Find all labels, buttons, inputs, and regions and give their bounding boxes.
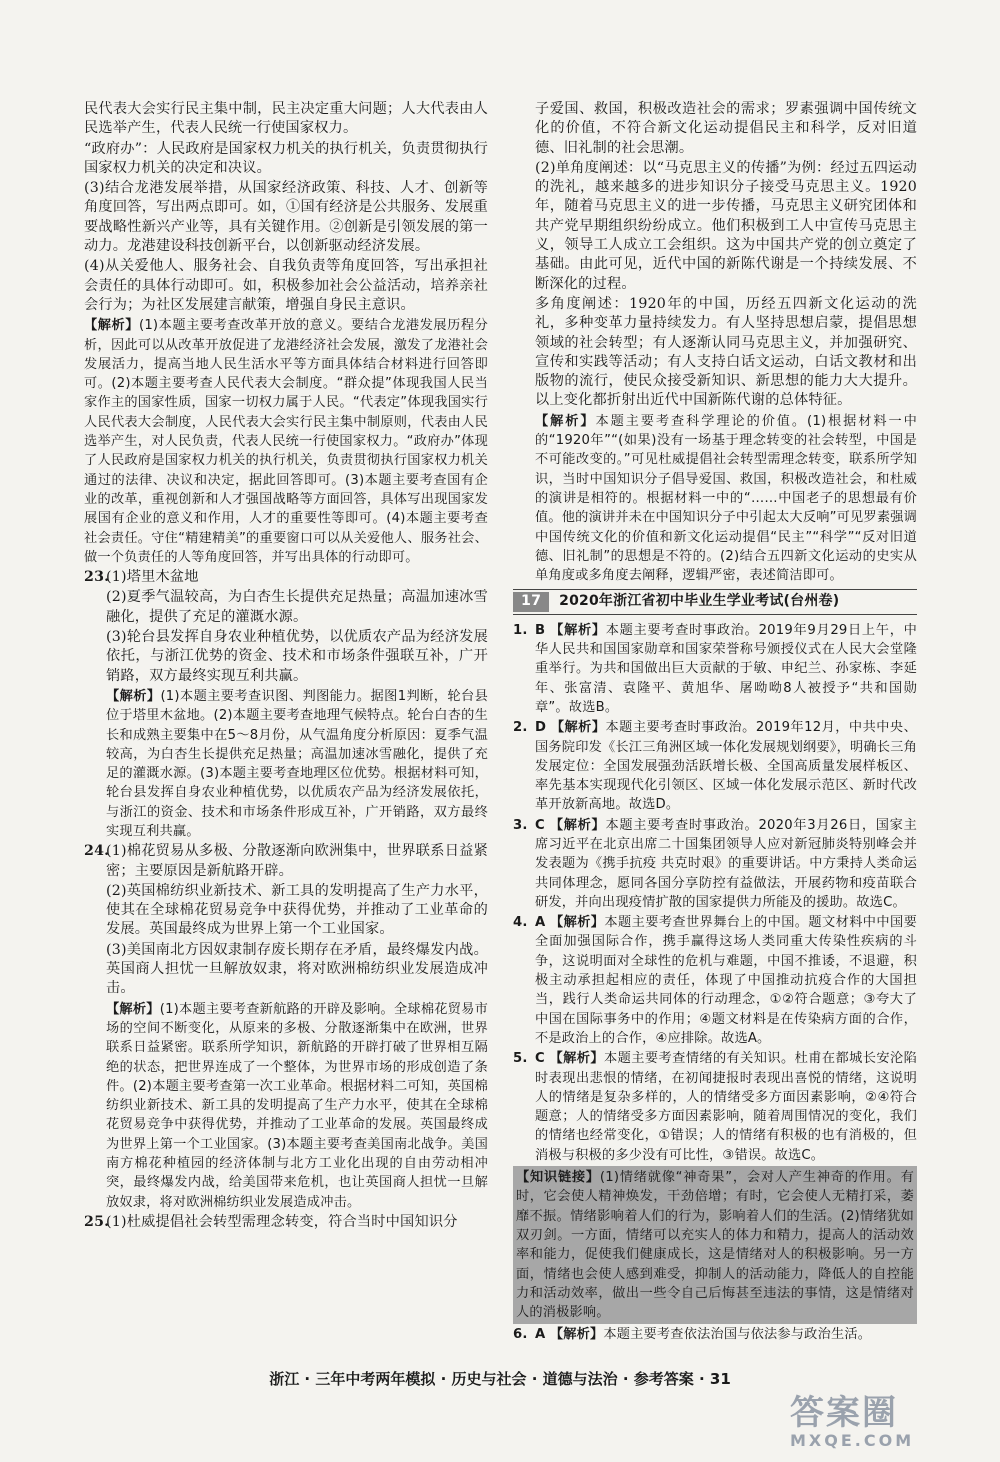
question-number: 25. [84,1213,110,1230]
watermark-text: 答案圈 [790,1393,898,1433]
answer-line: 24.(1)棉花贸易从多极、分散逐渐向欧洲集中，世界联系日益紧密；主要原因是新航路开辟。 [84,843,488,879]
question-24 [84,842,488,1212]
answer-line: (2)英国棉纺织业新技术、新工具的发明提高了生产力水平，使其在全球棉花贸易竞争中获得优势，并推动了工业革命的发展。英国最终成为世界上第一个工业国家。 [106,882,488,938]
watermark-logo [790,1395,970,1451]
answer-line: (3)轮台县发挥自身农业种植优势，以优质农产品为经济发展依托，与浙江优势的资金、技术和市场条件强联互补，广开销路，双方最终实现互利共赢。 [106,629,488,684]
answer-line: 23.(1)塔里木盆地 [106,568,488,587]
paragraph: (2)单角度阐述：以“马克思主义的传播”为例：经过五四运动的洗礼，越来越多的进步知识分子接受马克思主义。1920年，随着马克思主义的进一步传播，马克思主义研究团体和共产党早期组织纷纷成立。他们积极到工人中宣传马克思主义，领导工人成立工会组织。这为中国共产党的创立奠定了基础。由此可见，近代中国的新陈代谢是一个持续发展、不断深化的过程。 [535,159,917,292]
answer-line: 25.(1)杜威提倡社会转型需理念转变，符合当时中国知识分 [106,1213,488,1232]
paragraph: (4)从关爱他人、服务社会、自我负责等角度回答，写出承担社会责任的具体行动即可。如，积极参加社会公益活动，培养亲社会行为；为社区发展建言献策，增强自身民主意识。 [84,258,488,313]
answer-item: 6. A 【解析】本题主要考查依法治国与依法参与政治生活。 [513,1325,917,1344]
section-title: 2020年浙江省初中毕业生学业考试(台州卷) [559,593,840,610]
question-25 [84,1213,488,1232]
answer-letter: C [535,817,545,833]
question-number: 6. [513,1327,528,1343]
answer-letter: A [535,915,546,931]
paragraph: 多角度阐述：1920年的中国，历经五四新文化运动的洗礼，多种变革力量持续发力。有人坚持思想启蒙，提倡思想领域的社会转型；有人逐渐认同马克思主义，并加强研究、宣传和实践等活动；有人支持白话文运动，白话文教材和出版物的流行，使民众接受新知识、新思想的能力大大提升。以上变化都折射出近代中国新陈代谢的总体特征。 [535,295,917,409]
page-footer: 浙江 · 三年中考两年模拟 · 历史与社会 · 道德与法治 · 参考答案 · 31 [269,1370,731,1388]
question-number: 2. [513,720,528,736]
analysis-paragraph: 【解析】(1)本题主要考查识图、判图能力。据图1判断，轮台县位于塔里木盆地。(2)本题主要考查地理气候特点。轮台白杏的生长和成熟主要集中在5～8月份，从气温角度分析原因：夏季气温较高，为白杏生长提供充足热量；高温加速冰雪融化，提供了充足的灌溉水源。(3)本题主要考查地理区位优势。根据材料可知，轮台县发挥自身农业种植优势，以优质农产品为经济发展依托，与浙江的资金、技术和市场条件形成互补，广开销路，双方最终实现互利共赢。 [106,688,488,839]
paragraph: 子爱国、救国，积极改造社会的需求；罗素强调中国传统文化的价值，不符合新文化运动提倡民主和科学，反对旧道德、旧礼制的社会思潮。 [535,101,917,156]
answer-item: 4. A 【解析】本题主要考查世界舞台上的中国。题文材料中中国要全面加强国际合作，携手赢得这场人类同重大传染性疾病的斗争，这说明面对全球性的危机与难题，中国不推诿，不退避，积极主动承担起相应的责任，体现了中国推动抗疫合作的大国担当，践行人类命运共同体的行动理念，①②符合题意；③夸大了中国在国际事务中的作用；④题文材料是在传染病方面的合作，不是政治上的合作，④应排除。故选A。 [513,915,917,1046]
question-number: 4. [513,915,528,931]
answer-item: 5. C 【解析】本题主要考查情绪的有关知识。杜甫在都城长安沦陷时表现出悲恨的情绪，在初闻捷报时表现出喜悦的情绪，这说明人的情绪是复杂多样的，人的情绪受多方面因素影响，②④符合题意；人的情绪受多方面因素影响，随着周围情况的变化，我们的情绪也经常变化，①错误；人的情绪有积极的也有消极的，但消极与积极的多少没有可比性，③错误。故选C。 [513,1051,917,1163]
answer-line: (2)夏季气温较高，为白杏生长提供充足热量；高温加速冰雪融化，提供了充足的灌溉水源。 [106,589,488,625]
paragraph: (3)结合龙港发展举措，从国家经济政策、科技、人才、创新等角度回答，写出两点即可。如，①国有经济是公共服务、发展重要战略性新兴产业等，具有关键作用。②创新是引领发展的第一动力。龙港建设科技创新平台，以创新驱动经济发展。 [84,180,488,255]
question-number: 5. [513,1051,528,1067]
analysis-paragraph: 【解析】本题主要考查科学理论的价值。(1)根据材料一中的“1920年”“(如果)没有一场基于理念转变的社会转型，中国是不可能改变的。”可见杜威提倡社会转型需理念转变，联系所学知识，当时中国知识分子倡导爱国、救国，积极改造社会，和杜威的演讲是相符的。根据材料一中的“……中国老子的思想最有价值。他的演讲并未在中国知识分子中引起太大反响”可见罗素强调中国传统文化的价值和新文化运动提倡“民主”“科学”“反对旧道德、旧礼制”的思想是不符的。(2)结合五四新文化运动的史实从单角度或多角度去阐释，逻辑严密，表述简洁即可。 [535,413,917,584]
question-number: 24. [84,843,110,860]
question-23 [84,568,488,841]
answer-item: 1. B 【解析】本题主要考查时事政治。2019年9月29日上午，中华人民共和国国家勋章和国家荣誉称号颁授仪式在人民大会堂隆重举行。为共和国做出巨大贡献的于敏、申纪兰、孙家栋、李延年、张富清、袁隆平、黄旭华、屠呦呦8人被授予“共和国勋章”。故选B。 [513,622,917,715]
right-column [513,100,917,1346]
knowledge-link-box: 【知识链接】(1)情绪就像“神奇果”，会对人产生神奇的作用。有时，它会使人精神焕发，干劲倍增；有时，它会使人无精打采，萎靡不振。情绪影响着人们的行为，影响着人们的生活。(2)情绪犹如双刃剑。一方面，情绪可以充实人的体力和精力，提高人的活动效率和能力，促使我们健康成长，这是情绪对人的积极影响。另一方面，情绪也会使人感到难受，抑制人的活动能力，降低人的自控能力和活动效率，做出一些令自己后悔甚至违法的事情，这是情绪对人的消极影响。 [513,1166,917,1324]
question-number: 23. [84,569,110,586]
answer-letter: B [535,622,546,638]
left-column [84,100,488,1233]
answer-letter: D [535,720,547,736]
section-number: 17 [513,592,549,611]
analysis-paragraph [84,316,488,567]
answer-letter: A [535,1327,546,1343]
answer-item: 2. D 【解析】本题主要考查时事政治。2019年12月，中共中央、国务院印发《长江三角洲区域一体化发展规划纲要》，明确长三角发展定位：全国发展强劲活跃增长极、全国高质量发展样板区、率先基本实现现代化引领区、区域一体化发展示范区、新时代改革开放新高地。故选D。 [513,720,917,813]
answer-item: 3. C 【解析】本题主要考查时事政治。2020年3月26日，国家主席习近平在北京出席二十国集团领导人应对新冠肺炎特别峰会并发表题为《携手抗疫 共克时艰》的重要讲话。中方秉持人类命运共同体理念，愿同各国分享防控有益做法，开展药物和疫苗联合研发，并向出现疫情扩散的国家提供力所能及的援助。故选C。 [513,817,917,910]
paragraph: 民代表大会实行民主集中制，民主决定重大问题；人大代表由人民选举产生，代表人民统一行使国家权力。 [84,101,488,137]
answer-line: (3)美国南北方因奴隶制存废长期存在矛盾，最终爆发内战。英国商人担忧一旦解放奴隶，将对欧洲棉纺织业发展造成冲击。 [106,941,488,997]
knowledge-link-tag: 【知识链接】 [516,1170,600,1186]
watermark-url: MXQE.COM [790,1431,915,1450]
question-number: 3. [513,817,528,833]
question-number: 1. [513,622,528,638]
analysis-text: (1)本题主要考查改革开放的意义。要结合龙港发展历程分析，因此可以从改革开放促进了龙港经济社会发展，激发了龙港社会发展活力，提高当地人民生活水平等方面具体结合材料进行回答即可。(2)本题主要考查人民代表大会制度。“群众提”体现我国人民当家作主的国家性质，国家一切权力属于人民。“代表定”体现我国实行人民代表大会制度，人民代表大会实行民主集中制原则，代表由人民选举产生，对人民负责，代表人民统一行使国家权力。“政府办”体现了人民政府是国家权力机关的执行机关，负责贯彻执行国家权力机关通过的法律、决议和决定，据此回答即可。(3)本题主要考查国有企业的改革，重视创新和人才强国战略等方面回答，具体写出现国家发展国有企业的意义和作用，人才的重要性等即可。(4)本题主要考查社会责任。守住“精建精美”的重要窗口可以从关爱他人、服务社会、做一个负责任的人等角度回答，并写出具体的行动即可。 [84,318,488,565]
analysis-paragraph: 【解析】(1)本题主要考查新航路的开辟及影响。全球棉花贸易市场的空间不断变化，从原来的多极、分散逐渐集中在欧洲，世界联系日益紧密。联系所学知识，新航路的开辟打破了世界相互隔绝的状态，把世界连成了一个整体，为世界市场的形成创造了条件。(2)本题主要考查第一次工业革命。根据材料二可知，英国棉纺织业新技术、新工具的发明提高了生产力水平，使其在全球棉花贸易竞争中获得优势，并推动了工业革命的发展。英国最终成为世界上第一个工业国家。(3)本题主要考查美国南北战争。美国南方棉花种植园的经济体制与北方工业化出现的自由劳动相冲突，最终爆发内战，给美国带来危机，也让英国商人担忧一旦解放奴隶，将对欧洲棉纺织业发展造成冲击。 [106,1001,488,1210]
section-header [513,589,917,614]
answer-letter: C [535,1051,545,1067]
analysis-tag: 【解析】 [84,318,139,334]
paragraph: “政府办”：人民政府是国家权力机关的执行机关，负责贯彻执行国家权力机关的决定和决议。 [84,140,488,176]
